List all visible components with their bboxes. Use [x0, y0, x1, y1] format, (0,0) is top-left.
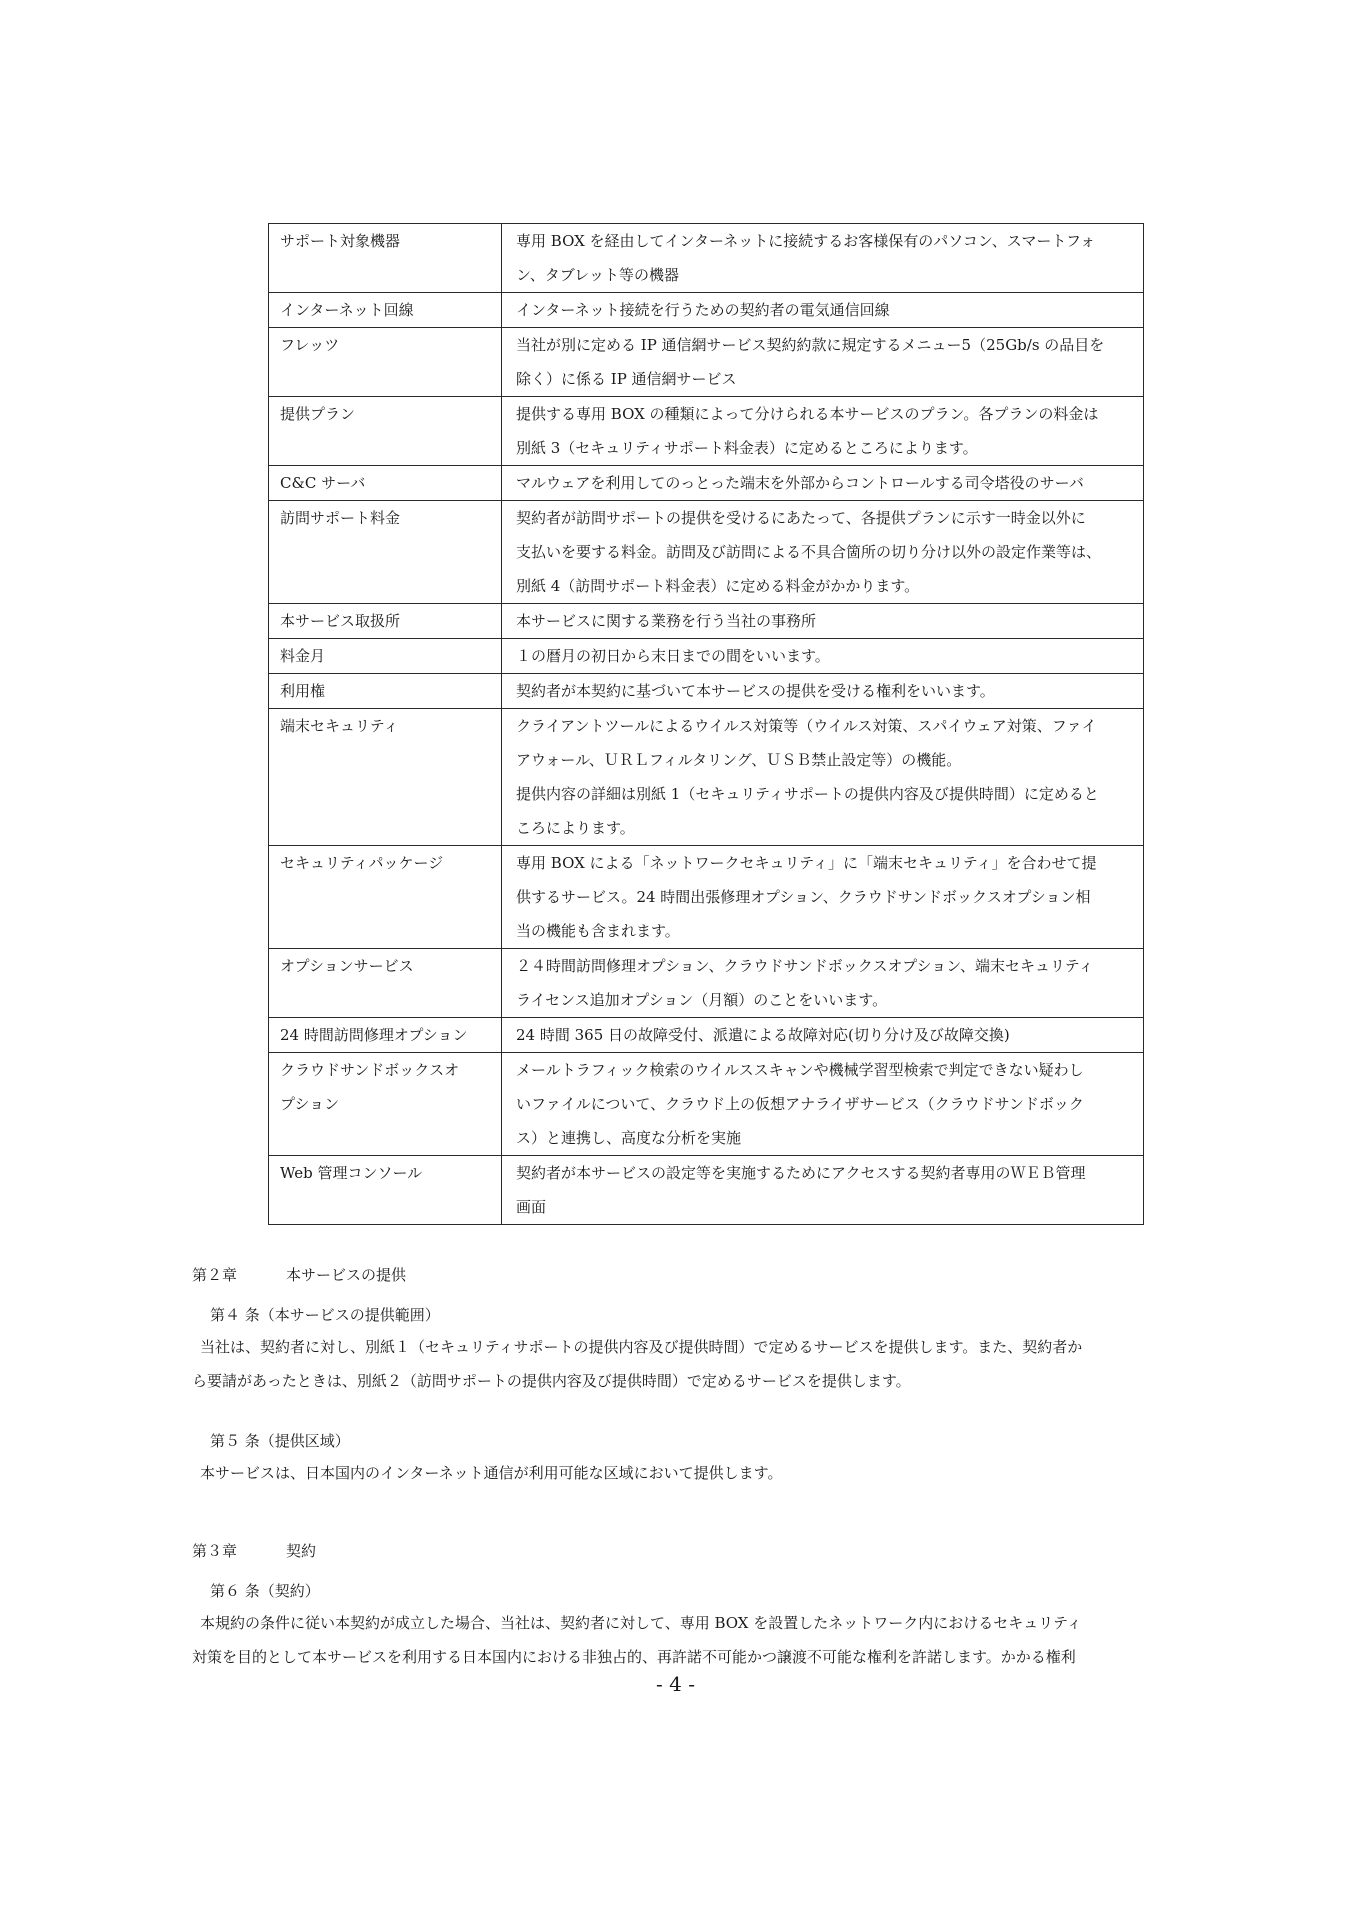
definition-description — [502, 709, 1144, 846]
definition-description-line: アウォール、ＵＲＬフィルタリング、ＵＳＢ禁止設定等）の機能。 — [516, 751, 962, 769]
definition-description-line: 契約者が本サービスの設定等を実施するためにアクセスする契約者専用のＷＥＢ管理 — [516, 1164, 1086, 1182]
definition-term-text: 24 時間訪問修理オプション — [280, 1026, 468, 1044]
definition-row — [269, 1018, 1144, 1053]
definition-description — [502, 328, 1144, 397]
definition-row — [269, 1156, 1144, 1225]
definition-row — [269, 846, 1144, 949]
definition-description-line: 除く）に係る IP 通信網サービス — [516, 370, 737, 388]
article-4-line-1: 当社は、契約者に対し、別紙１（セキュリティサポートの提供内容及び提供時間）で定めるサービスを提供します。また、契約者か — [200, 1338, 1083, 1356]
chapter-number: 第３章 — [192, 1542, 238, 1560]
article-5-heading: 第５ 条（提供区域） — [210, 1432, 350, 1450]
definition-description-line: 提供する専用 BOX の種類によって分けられる本サービスのプラン。各プランの料金は — [516, 405, 1099, 423]
chapter-2-heading — [192, 1260, 406, 1290]
definition-description-line: 24 時間 365 日の故障受付、派遣による故障対応(切り分け及び故障交換) — [516, 1026, 1010, 1044]
definition-description-line: ２４時間訪問修理オプション、クラウドサンドボックスオプション、端末セキュリティ — [516, 957, 1094, 975]
definition-row — [269, 293, 1144, 328]
definition-row — [269, 639, 1144, 674]
definition-term — [269, 1053, 502, 1156]
definition-description-line: 専用 BOX による「ネットワークセキュリティ」に「端末セキュリティ」を合わせて提 — [516, 854, 1097, 872]
chapter-number: 第２章 — [192, 1266, 238, 1284]
definition-term — [269, 328, 502, 397]
definition-term-text: フレッツ — [280, 336, 340, 354]
definition-term — [269, 709, 502, 846]
definition-term-text: サポート対象機器 — [280, 232, 401, 250]
definition-term — [269, 466, 502, 501]
definition-description — [502, 397, 1144, 466]
definition-description — [502, 674, 1144, 709]
definition-row — [269, 709, 1144, 846]
definition-row — [269, 604, 1144, 639]
definition-description — [502, 846, 1144, 949]
article-6-body — [192, 1606, 1160, 1674]
definition-description-line: メールトラフィック検索のウイルススキャンや機械学習型検索で判定できない疑わし — [516, 1061, 1084, 1079]
definition-term — [269, 1156, 502, 1225]
definition-description-line: 提供内容の詳細は別紙 1（セキュリティサポートの提供内容及び提供時間）に定めると — [516, 785, 1099, 803]
definition-description — [502, 1018, 1144, 1053]
article-4-heading: 第４ 条（本サービスの提供範囲） — [210, 1306, 440, 1324]
article-4-line-2: ら要請があったときは、別紙２（訪問サポートの提供内容及び提供時間）で定めるサービスを提供します。 — [192, 1372, 911, 1390]
article-4-body — [192, 1330, 1160, 1398]
definition-description-line: 当の機能も含まれます。 — [516, 922, 680, 940]
article-6-line-2: 対策を目的として本サービスを利用する日本国内における非独占的、再許諾不可能かつ譲渡不可能な権利を許諾します。かかる権利 — [192, 1648, 1076, 1666]
definition-description-line: ス）と連携し、高度な分析を実施 — [516, 1129, 742, 1147]
definition-term-text: セキュリティパッケージ — [280, 854, 444, 872]
definition-description-line: 本サービスに関する業務を行う当社の事務所 — [516, 612, 817, 630]
definition-description — [502, 501, 1144, 604]
definition-term — [269, 949, 502, 1018]
page-number: - 4 - — [656, 1672, 695, 1696]
definition-row — [269, 1053, 1144, 1156]
definition-description — [502, 224, 1144, 293]
definition-description-line: 別紙 4（訪問サポート料金表）に定める料金がかかります。 — [516, 577, 920, 595]
definition-term-line: クラウドサンドボックスオ — [280, 1061, 460, 1079]
definition-term-text: 訪問サポート料金 — [280, 509, 401, 527]
definition-row — [269, 328, 1144, 397]
definition-term — [269, 501, 502, 604]
definition-term-text: オプションサービス — [280, 957, 414, 975]
definition-description-line: 供するサービス。24 時間出張修理オプション、クラウドサンドボックスオプション相 — [516, 888, 1091, 906]
definition-term-text: 利用権 — [280, 682, 326, 700]
definition-description — [502, 1156, 1144, 1225]
definition-description-line: 支払いを要する料金。訪問及び訪問による不具合箇所の切り分け以外の設定作業等は、 — [516, 543, 1102, 561]
definition-description-line: インターネット接続を行うための契約者の電気通信回線 — [516, 301, 890, 319]
definition-term-text: Web 管理コンソール — [280, 1164, 423, 1182]
definition-row — [269, 949, 1144, 1018]
definition-description-line: マルウェアを利用してのっとった端末を外部からコントロールする司令塔役のサーバ — [516, 474, 1084, 492]
definition-description-line: 専用 BOX を経由してインターネットに接続するお客様保有のパソコン、スマートフォ — [516, 232, 1096, 250]
definition-row — [269, 674, 1144, 709]
definition-term — [269, 674, 502, 709]
definition-term — [269, 397, 502, 466]
definition-term-text: 料金月 — [280, 647, 326, 665]
definition-description-line: ライセンス追加オプション（月額）のことをいいます。 — [516, 991, 888, 1009]
definition-description-line: 契約者が本契約に基づいて本サービスの提供を受ける権利をいいます。 — [516, 682, 995, 700]
definition-row — [269, 501, 1144, 604]
article-5-line-1: 本サービスは、日本国内のインターネット通信が利用可能な区域において提供します。 — [200, 1464, 783, 1482]
definition-description-line: 当社が別に定める IP 通信網サービス契約約款に規定するメニュー5（25Gb/s の品目を — [516, 336, 1105, 354]
definition-term-line: プション — [280, 1095, 340, 1113]
definition-description-line: クライアントツールによるウイルス対策等（ウイルス対策、スパイウェア対策、ファイ — [516, 717, 1097, 735]
definition-term-text: 端末セキュリティ — [280, 717, 399, 735]
definition-description-line: 画面 — [516, 1198, 547, 1216]
definition-term — [269, 639, 502, 674]
article-5-body — [200, 1456, 1160, 1490]
definition-term — [269, 293, 502, 328]
definition-term — [269, 1018, 502, 1053]
definition-description — [502, 293, 1144, 328]
definition-description-line: １の暦月の初日から末日までの間をいいます。 — [516, 647, 830, 665]
definitions-table — [268, 223, 1144, 1225]
definition-description — [502, 639, 1144, 674]
article-6-heading: 第６ 条（契約） — [210, 1582, 320, 1600]
definition-description — [502, 604, 1144, 639]
definition-description-line: いファイルについて、クラウド上の仮想アナライザサービス（クラウドサンドボック — [516, 1095, 1084, 1113]
definition-term-text: 本サービス取扱所 — [280, 612, 401, 630]
definition-description-line: 契約者が訪問サポートの提供を受けるにあたって、各提供プランに示す一時金以外に — [516, 509, 1086, 527]
chapter-3-heading — [192, 1536, 316, 1566]
definition-description — [502, 466, 1144, 501]
definition-description-line: ン、タブレット等の機器 — [516, 266, 680, 284]
article-6-line-1: 本規約の条件に従い本契約が成立した場合、当社は、契約者に対して、専用 BOX を設置したネットワーク内におけるセキュリティ — [200, 1614, 1082, 1632]
definition-term-text: 提供プラン — [280, 405, 356, 423]
definition-description-line: ころによります。 — [516, 819, 635, 837]
definition-term-text: C&C サーバ — [280, 474, 366, 492]
definition-row — [269, 224, 1144, 293]
definition-term — [269, 224, 502, 293]
definition-term-text: インターネット回線 — [280, 301, 414, 319]
definition-description — [502, 1053, 1144, 1156]
definition-description — [502, 949, 1144, 1018]
chapter-title: 本サービスの提供 — [286, 1266, 407, 1284]
definition-term — [269, 846, 502, 949]
chapter-title: 契約 — [286, 1542, 317, 1560]
definition-term — [269, 604, 502, 639]
definition-description-line: 別紙 3（セキュリティサポート料金表）に定めるところによります。 — [516, 439, 978, 457]
definition-row — [269, 466, 1144, 501]
definition-row — [269, 397, 1144, 466]
